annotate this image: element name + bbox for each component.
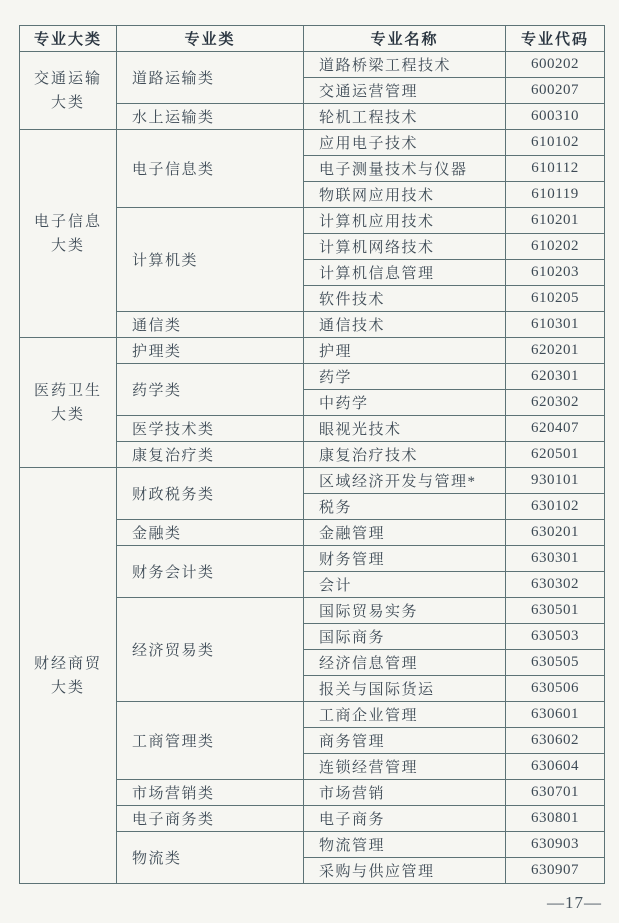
major-code-cell: 610102 [506,130,605,156]
major-category-label: 医药卫生大类 [33,382,102,423]
major-code-cell: 630701 [506,780,605,806]
category-cell: 物流类 [117,832,304,884]
major-code-cell: 600207 [506,78,605,104]
category-cell: 经济贸易类 [117,598,304,702]
major-code-cell: 620301 [506,364,605,390]
major-code-cell: 600310 [506,104,605,130]
major-name-cell: 国际贸易实务 [304,598,506,624]
major-category-cell [20,338,117,468]
major-code-cell: 630903 [506,832,605,858]
major-name-cell: 计算机应用技术 [304,208,506,234]
major-name-cell: 电子测量技术与仪器 [304,156,506,182]
major-code-cell: 610203 [506,260,605,286]
major-name-cell: 经济信息管理 [304,650,506,676]
header-cell-major-category: 专业大类 [20,26,117,52]
category-cell: 康复治疗类 [117,442,304,468]
major-code-cell: 630601 [506,702,605,728]
category-cell: 工商管理类 [117,702,304,780]
major-category-label: 交通运输大类 [33,70,102,111]
major-name-cell: 中药学 [304,390,506,416]
table-header-row [20,26,605,52]
header-cell-major-code: 专业代码 [506,26,605,52]
category-cell: 护理类 [117,338,304,364]
major-name-cell: 眼视光技术 [304,416,506,442]
majors-table [19,25,605,884]
category-cell: 道路运输类 [117,52,304,104]
major-code-cell: 620302 [506,390,605,416]
major-name-cell: 康复治疗技术 [304,442,506,468]
major-code-cell: 630801 [506,806,605,832]
category-cell: 市场营销类 [117,780,304,806]
page-number: —17— [547,893,602,912]
major-code-cell: 630506 [506,676,605,702]
major-category-label: 电子信息大类 [33,213,102,254]
category-cell: 医学技术类 [117,416,304,442]
major-category-cell [20,130,117,338]
major-name-cell: 药学 [304,364,506,390]
major-name-cell: 电子商务 [304,806,506,832]
major-name-cell: 区域经济开发与管理* [304,468,506,494]
category-cell: 电子信息类 [117,130,304,208]
major-name-cell: 软件技术 [304,286,506,312]
major-category-cell [20,52,117,130]
major-code-cell: 630503 [506,624,605,650]
category-cell: 金融类 [117,520,304,546]
major-name-cell: 通信技术 [304,312,506,338]
category-cell: 财务会计类 [117,546,304,598]
major-code-cell: 610301 [506,312,605,338]
major-name-cell: 应用电子技术 [304,130,506,156]
major-name-cell: 物流管理 [304,832,506,858]
major-name-cell: 国际商务 [304,624,506,650]
major-name-cell: 护理 [304,338,506,364]
major-code-cell: 630907 [506,858,605,884]
major-category-label: 财经商贸大类 [33,655,102,696]
major-name-cell: 金融管理 [304,520,506,546]
table-row [20,52,605,78]
major-name-cell: 会计 [304,572,506,598]
major-name-cell: 财务管理 [304,546,506,572]
major-code-cell: 600202 [506,52,605,78]
major-name-cell: 连锁经营管理 [304,754,506,780]
category-cell: 药学类 [117,364,304,416]
table-row [20,130,605,156]
category-cell: 计算机类 [117,208,304,312]
category-cell: 电子商务类 [117,806,304,832]
major-name-cell: 交通运营管理 [304,78,506,104]
major-code-cell: 630602 [506,728,605,754]
major-name-cell: 税务 [304,494,506,520]
major-name-cell: 报关与国际货运 [304,676,506,702]
major-name-cell: 市场营销 [304,780,506,806]
major-code-cell: 630302 [506,572,605,598]
table-row [20,468,605,494]
major-name-cell: 工商企业管理 [304,702,506,728]
category-cell: 财政税务类 [117,468,304,520]
major-code-cell: 620407 [506,416,605,442]
major-name-cell: 道路桥梁工程技术 [304,52,506,78]
major-code-cell: 630505 [506,650,605,676]
major-code-cell: 630301 [506,546,605,572]
category-cell: 通信类 [117,312,304,338]
major-name-cell: 计算机网络技术 [304,234,506,260]
major-name-cell: 采购与供应管理 [304,858,506,884]
major-code-cell: 630201 [506,520,605,546]
major-code-cell: 610119 [506,182,605,208]
major-name-cell: 轮机工程技术 [304,104,506,130]
major-code-cell: 630501 [506,598,605,624]
major-code-cell: 630102 [506,494,605,520]
major-name-cell: 物联网应用技术 [304,182,506,208]
major-code-cell: 630604 [506,754,605,780]
major-category-cell [20,468,117,884]
header-cell-major-name: 专业名称 [304,26,506,52]
major-code-cell: 610112 [506,156,605,182]
major-code-cell: 610205 [506,286,605,312]
header-cell-category: 专业类 [117,26,304,52]
major-code-cell: 610202 [506,234,605,260]
category-cell: 水上运输类 [117,104,304,130]
major-name-cell: 商务管理 [304,728,506,754]
major-code-cell: 620201 [506,338,605,364]
major-code-cell: 610201 [506,208,605,234]
major-code-cell: 930101 [506,468,605,494]
major-code-cell: 620501 [506,442,605,468]
major-name-cell: 计算机信息管理 [304,260,506,286]
table-row [20,338,605,364]
